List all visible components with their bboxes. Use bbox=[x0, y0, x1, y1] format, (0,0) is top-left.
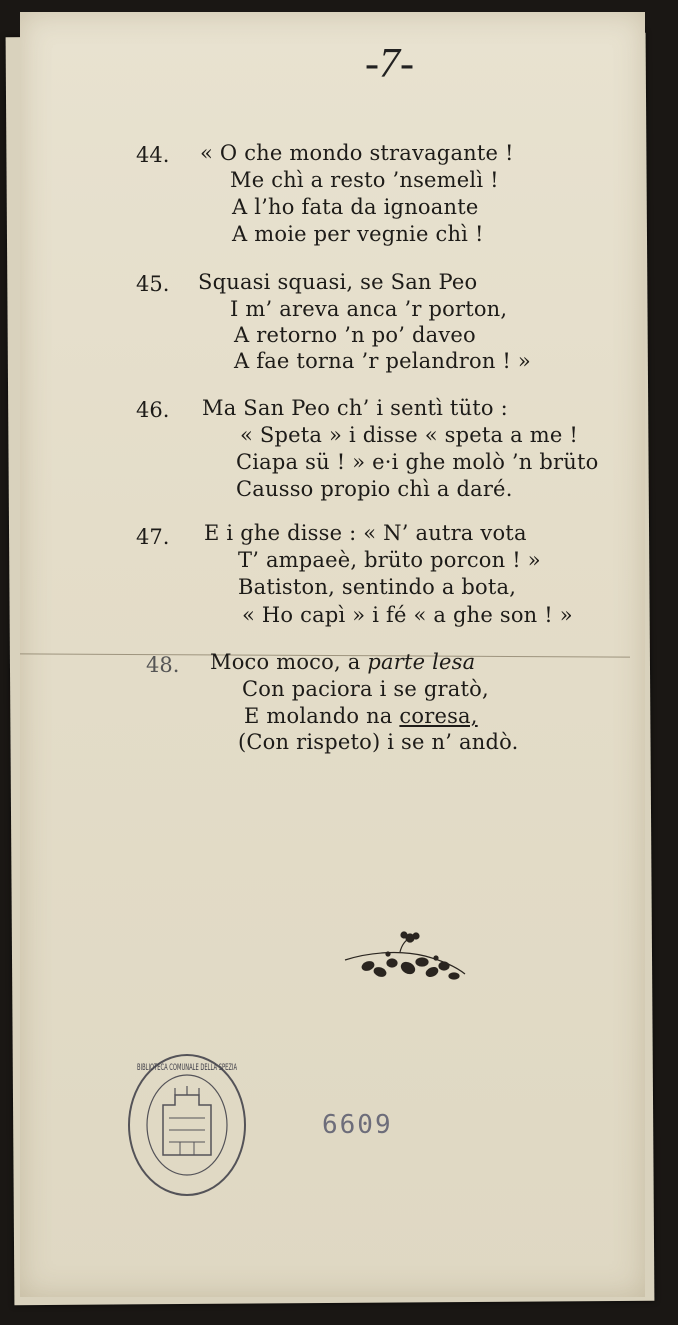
verse-italic-text: parte lesa bbox=[367, 650, 476, 674]
verse-text: Moco moco, a bbox=[210, 650, 368, 674]
verse-line: Squasi squasi, se San Peo bbox=[198, 270, 478, 294]
verse-line: I m’ areva anca ’r porton, bbox=[230, 297, 508, 321]
verse-line: A fae torna ’r pelandron ! » bbox=[234, 349, 531, 373]
floral-vignette-icon bbox=[340, 930, 470, 990]
verse-line: A moie per vegnie chì ! bbox=[232, 222, 484, 246]
stanza-number: 45. bbox=[136, 272, 170, 296]
verse-line: T’ ampaeè, brüto porcon ! » bbox=[238, 548, 541, 572]
verse-underlined-text: coresa, bbox=[399, 704, 478, 728]
verse-line: A l’ho fata da ignoante bbox=[232, 195, 479, 219]
verse-line bbox=[210, 650, 475, 674]
verse-line: Ciapa sü ! » e·i ghe molò ’n brüto bbox=[236, 450, 599, 474]
stanza-number: 47. bbox=[136, 525, 170, 549]
verse-line: Batiston, sentindo a bota, bbox=[238, 575, 517, 599]
page-number: -7- bbox=[365, 41, 414, 87]
verse-line: « Ho capì » i fé « a ghe son ! » bbox=[242, 603, 573, 627]
verse-text: E molando na bbox=[244, 704, 400, 728]
verse-line: E i ghe disse : « N’ autra vota bbox=[204, 521, 527, 545]
verse-line bbox=[244, 704, 478, 728]
verse-line: Con paciora i se gratò, bbox=[242, 677, 489, 701]
stanza-number: 44. bbox=[136, 143, 170, 167]
verse-line: Me chì a resto ’nsemelì ! bbox=[230, 168, 499, 192]
stamp-text: BIBLIOTECA COMUNALE DELLA SPEZIA bbox=[137, 1063, 238, 1073]
verse-line: Ma San Peo ch’ i sentì tüto : bbox=[202, 396, 508, 420]
verse-line: « Speta » i disse « speta a me ! bbox=[240, 423, 579, 447]
stanza-number: 46. bbox=[136, 398, 170, 422]
verse-line: A retorno ’n po’ daveo bbox=[234, 323, 476, 347]
verse-line: « O che mondo stravagante ! bbox=[200, 141, 514, 165]
verse-line: (Con rispeto) i se n’ andò. bbox=[238, 730, 519, 754]
stamp-number: 6609 bbox=[322, 1110, 393, 1140]
library-stamp-icon bbox=[125, 1050, 250, 1200]
verse-line: Causso propio chì a daré. bbox=[236, 477, 513, 501]
stanza-number: 48. bbox=[146, 653, 180, 677]
